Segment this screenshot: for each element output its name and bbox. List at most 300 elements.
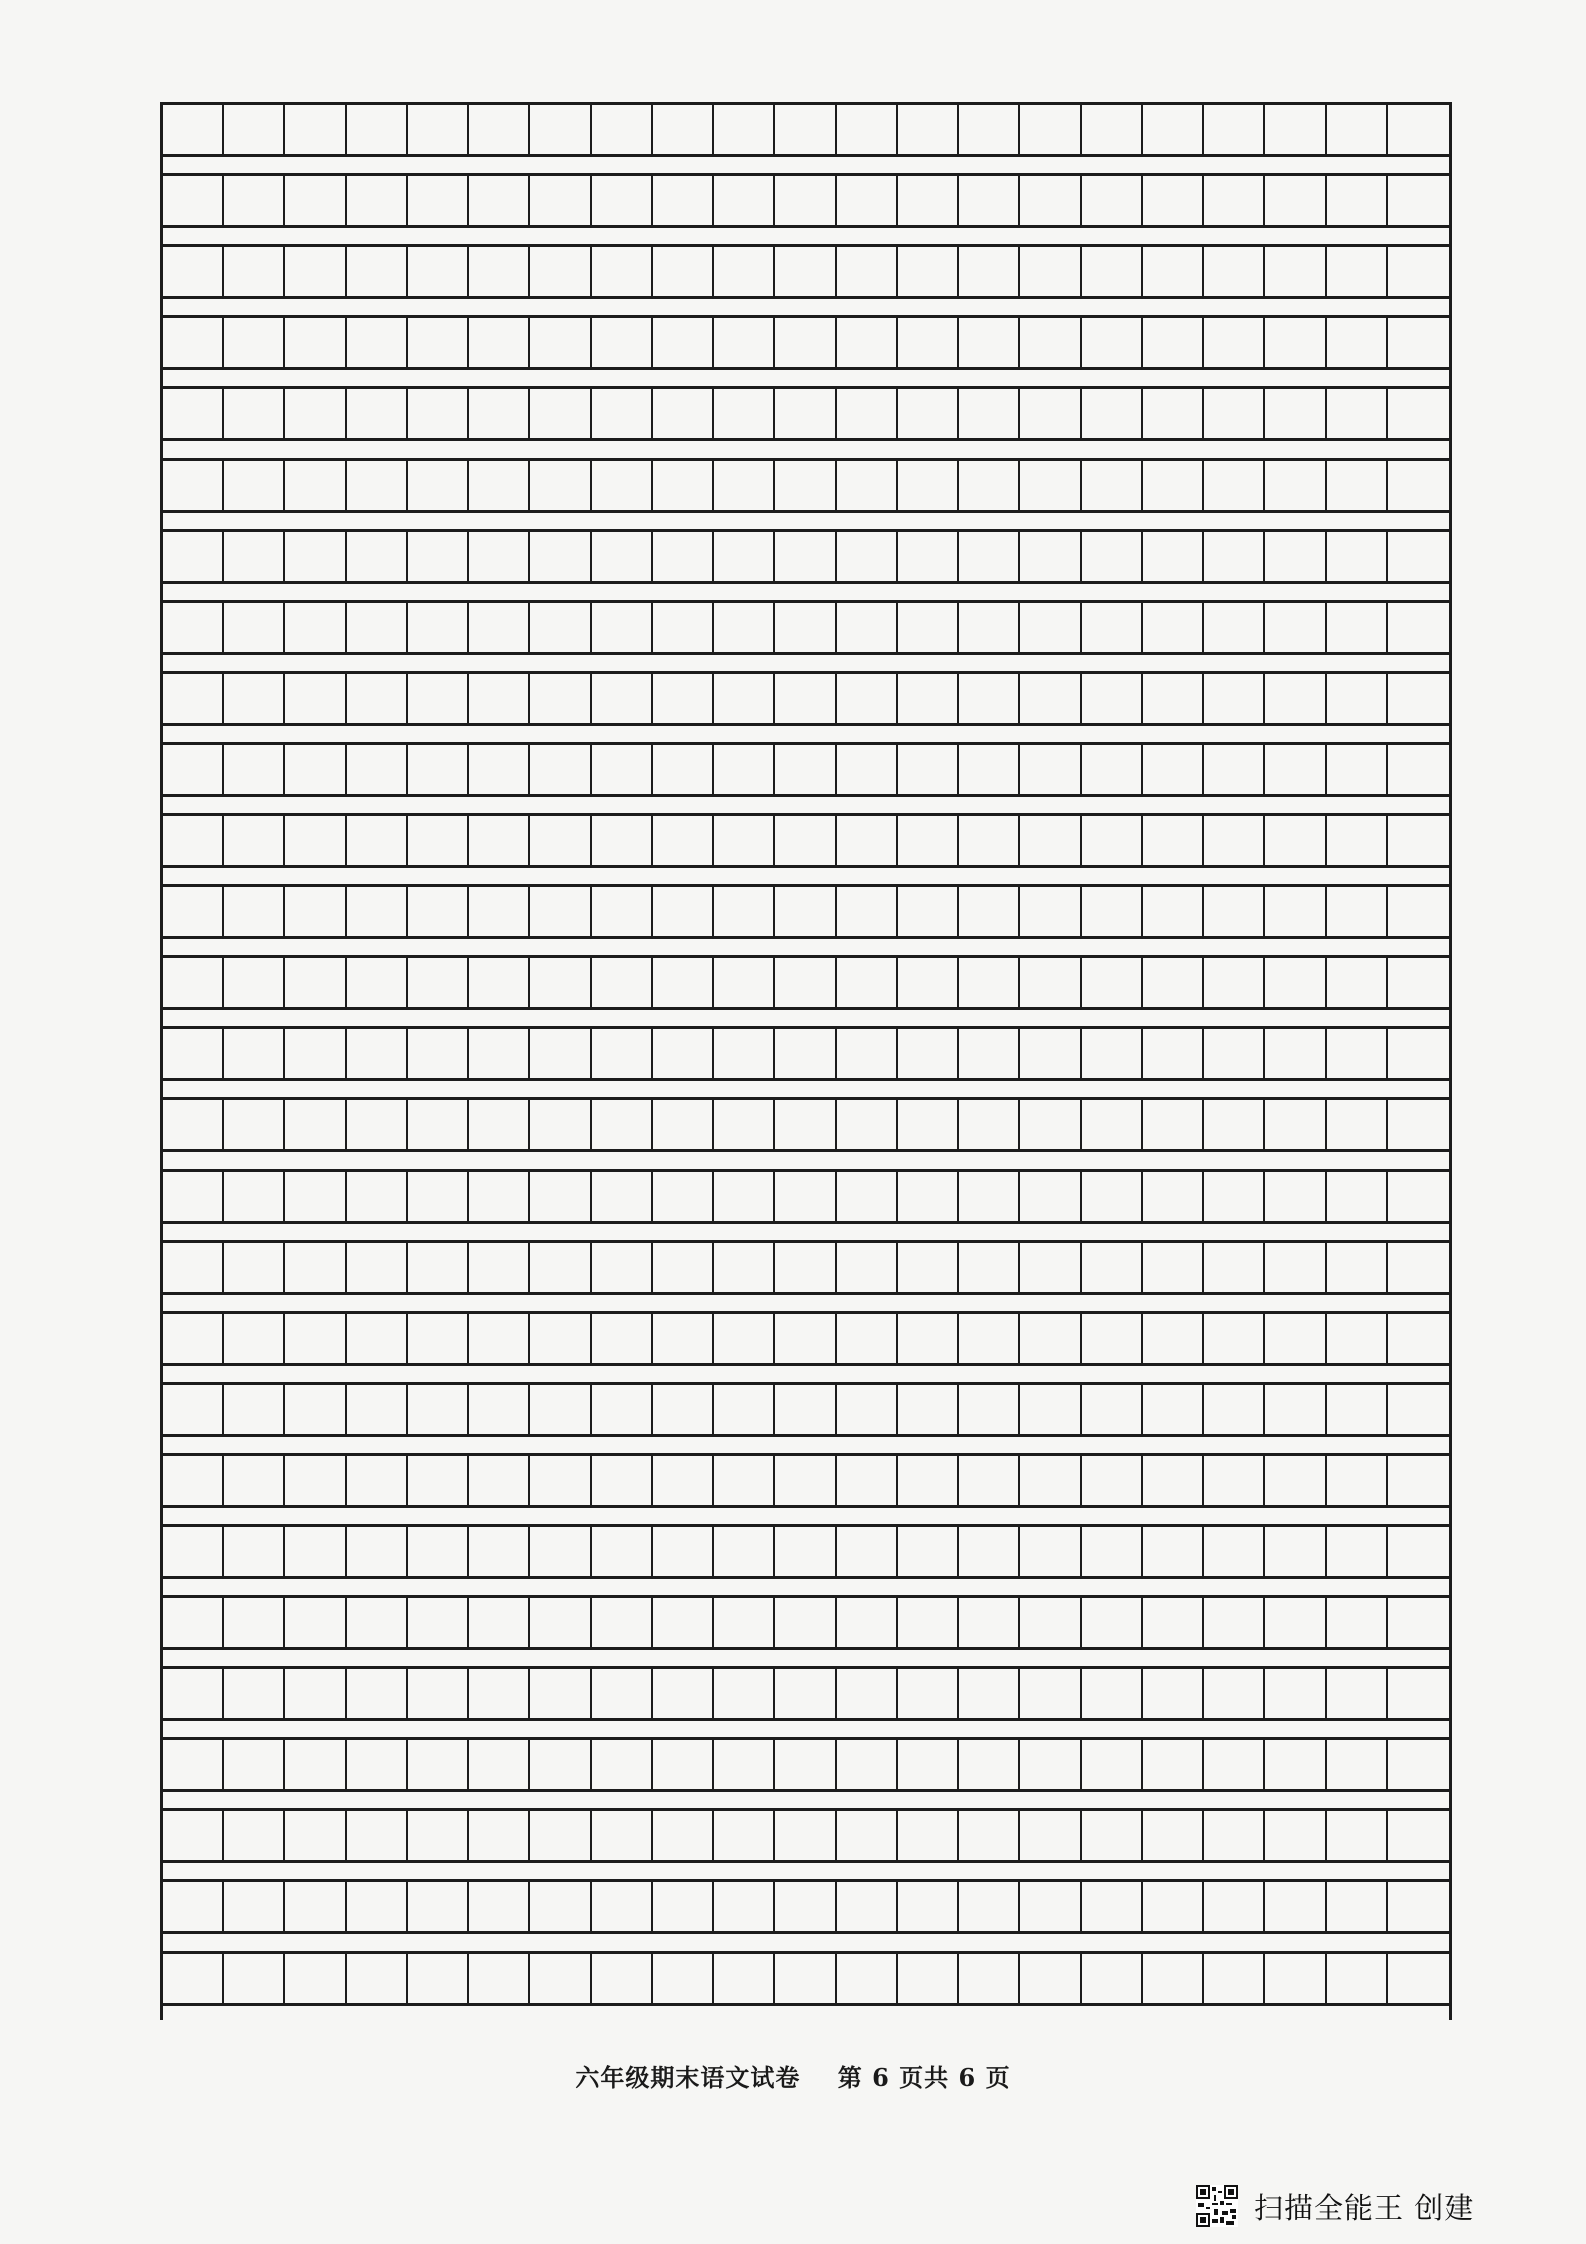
grid-cell	[1143, 1740, 1204, 1789]
grid-cell	[163, 1811, 224, 1860]
grid-cell	[469, 1385, 530, 1434]
grid-cell	[714, 1598, 775, 1647]
grid-cell	[1204, 887, 1265, 936]
grid-cell	[1082, 887, 1143, 936]
grid-cell	[224, 1243, 285, 1292]
grid-cell	[1143, 1598, 1204, 1647]
grid-cell	[347, 1456, 408, 1505]
grid-cell	[1327, 1029, 1388, 1078]
grid-cell	[1082, 1243, 1143, 1292]
grid-cell	[837, 461, 898, 510]
grid-cell	[347, 176, 408, 225]
grid-cell	[714, 745, 775, 794]
grid-cell	[1265, 1954, 1326, 2003]
qr-code-icon	[1196, 2185, 1238, 2227]
grid-cell	[1327, 389, 1388, 438]
grid-cell	[1327, 461, 1388, 510]
grid-cell	[408, 1954, 469, 2003]
grid-cell	[1020, 745, 1081, 794]
grid-cell	[714, 958, 775, 1007]
grid-cell	[837, 958, 898, 1007]
grid-cell	[530, 1385, 591, 1434]
grid-cell	[1265, 1243, 1326, 1292]
grid-cell	[1204, 1100, 1265, 1149]
grid-cell	[1204, 1029, 1265, 1078]
grid-cell	[163, 389, 224, 438]
grid-cell	[285, 461, 346, 510]
grid-cell	[837, 1811, 898, 1860]
grid-cell	[285, 1740, 346, 1789]
grid-cell	[285, 1243, 346, 1292]
grid-cell	[775, 1456, 836, 1505]
grid-cell	[1265, 1314, 1326, 1363]
grid-cell	[1327, 745, 1388, 794]
grid-cell	[469, 461, 530, 510]
grid-cell	[714, 1385, 775, 1434]
grid-cell	[1327, 1811, 1388, 1860]
grid-cell	[1265, 105, 1326, 154]
grid-cell	[592, 603, 653, 652]
grid-cell	[1020, 887, 1081, 936]
grid-cell	[285, 247, 346, 296]
grid-cell	[959, 745, 1020, 794]
grid-cell	[347, 1100, 408, 1149]
grid-cell	[1327, 1456, 1388, 1505]
grid-cell	[837, 389, 898, 438]
grid-cell	[285, 603, 346, 652]
grid-cell	[1082, 1100, 1143, 1149]
grid-cell	[1020, 389, 1081, 438]
grid-cell	[408, 532, 469, 581]
grid-cell	[224, 389, 285, 438]
grid-cell	[530, 1172, 591, 1221]
grid-cell	[285, 1029, 346, 1078]
grid-cell	[224, 1598, 285, 1647]
grid-cell	[653, 247, 714, 296]
grid-cell	[224, 1100, 285, 1149]
grid-cell	[898, 1243, 959, 1292]
grid-cell	[347, 1172, 408, 1221]
grid-cell	[530, 532, 591, 581]
grid-cell	[714, 247, 775, 296]
grid-cell	[775, 1314, 836, 1363]
grid-cell	[347, 389, 408, 438]
grid-cell	[1327, 1954, 1388, 2003]
grid-cell	[530, 1527, 591, 1576]
grid-cell	[1143, 674, 1204, 723]
grid-row	[163, 102, 1449, 157]
grid-cell	[408, 887, 469, 936]
grid-cell	[469, 1882, 530, 1931]
grid-cell	[347, 1243, 408, 1292]
grid-cell	[285, 1954, 346, 2003]
grid-cell	[224, 603, 285, 652]
grid-cell	[347, 816, 408, 865]
grid-cell	[1020, 1029, 1081, 1078]
grid-cell	[959, 958, 1020, 1007]
grid-cell	[1143, 816, 1204, 865]
grid-cell	[1143, 176, 1204, 225]
grid-cell	[592, 1740, 653, 1789]
grid-cell	[592, 816, 653, 865]
grid-cell	[898, 1100, 959, 1149]
grid-cell	[530, 1100, 591, 1149]
grid-cell	[1204, 1954, 1265, 2003]
grid-cell	[530, 247, 591, 296]
grid-cell	[224, 1954, 285, 2003]
grid-cell	[1327, 1669, 1388, 1718]
grid-cell	[408, 105, 469, 154]
grid-cell	[347, 603, 408, 652]
grid-cell	[163, 1029, 224, 1078]
scanner-app-label: 扫描全能王 创建	[1254, 2190, 1475, 2225]
grid-cell	[592, 318, 653, 367]
grid-cell	[959, 1811, 1020, 1860]
grid-cell	[1327, 247, 1388, 296]
grid-cell	[775, 1029, 836, 1078]
grid-cell	[653, 532, 714, 581]
grid-cell	[959, 461, 1020, 510]
grid-cell	[592, 1954, 653, 2003]
grid-cell	[592, 1811, 653, 1860]
grid-cell	[408, 389, 469, 438]
grid-cell	[408, 1598, 469, 1647]
grid-row	[163, 529, 1449, 584]
grid-cell	[285, 105, 346, 154]
grid-cell	[714, 674, 775, 723]
grid-cell	[1265, 1882, 1326, 1931]
grid-cell	[469, 1314, 530, 1363]
grid-cell	[898, 1172, 959, 1221]
grid-cell	[530, 176, 591, 225]
grid-cell	[347, 532, 408, 581]
grid-cell	[1327, 1243, 1388, 1292]
grid-cell	[1265, 389, 1326, 438]
grid-cell	[163, 1172, 224, 1221]
grid-cell	[592, 532, 653, 581]
grid-cell	[898, 247, 959, 296]
grid-cell	[898, 1314, 959, 1363]
grid-row	[163, 1666, 1449, 1721]
grid-cell	[1020, 1456, 1081, 1505]
grid-cell	[714, 1811, 775, 1860]
grid-cell	[1265, 674, 1326, 723]
grid-cell	[1020, 532, 1081, 581]
grid-cell	[163, 1456, 224, 1505]
grid-cell	[898, 1598, 959, 1647]
grid-cell	[1265, 1811, 1326, 1860]
grid-row	[163, 1524, 1449, 1579]
grid-cell	[469, 318, 530, 367]
grid-cell	[1143, 1243, 1204, 1292]
grid-cell	[224, 1740, 285, 1789]
grid-cell	[347, 1598, 408, 1647]
grid-cell	[775, 105, 836, 154]
grid-cell	[163, 816, 224, 865]
grid-cell	[1204, 1385, 1265, 1434]
grid-cell	[1020, 1385, 1081, 1434]
grid-cell	[469, 176, 530, 225]
grid-cell	[1327, 674, 1388, 723]
grid-cell	[1020, 1954, 1081, 2003]
grid-cell	[163, 1598, 224, 1647]
grid-cell	[1143, 105, 1204, 154]
grid-cell	[285, 1172, 346, 1221]
grid-cell	[1327, 532, 1388, 581]
grid-cell	[1265, 318, 1326, 367]
grid-cell	[959, 1314, 1020, 1363]
grid-cell	[224, 1029, 285, 1078]
grid-cell	[224, 105, 285, 154]
grid-cell	[1020, 105, 1081, 154]
grid-cell	[530, 674, 591, 723]
grid-cell	[224, 176, 285, 225]
grid-cell	[653, 958, 714, 1007]
grid-cell	[837, 1100, 898, 1149]
grid-row	[163, 1382, 1449, 1437]
grid-cell	[530, 1243, 591, 1292]
grid-cell	[1265, 958, 1326, 1007]
grid-cell	[898, 816, 959, 865]
grid-cell	[837, 105, 898, 154]
grid-cell	[347, 1669, 408, 1718]
grid-cell	[959, 176, 1020, 225]
page-footer	[0, 2058, 1586, 2093]
grid-cell	[408, 1882, 469, 1931]
grid-cell	[347, 887, 408, 936]
grid-cell	[1082, 1029, 1143, 1078]
grid-cell	[408, 1456, 469, 1505]
grid-cell	[1143, 318, 1204, 367]
grid-cell	[898, 105, 959, 154]
grid-cell	[775, 461, 836, 510]
grid-cell	[469, 1029, 530, 1078]
grid-cell	[837, 603, 898, 652]
grid-cell	[530, 887, 591, 936]
grid-cell	[775, 1598, 836, 1647]
grid-cell	[837, 1882, 898, 1931]
grid-cell	[469, 958, 530, 1007]
grid-cell	[163, 603, 224, 652]
grid-cell	[1204, 1172, 1265, 1221]
grid-cell	[1020, 1811, 1081, 1860]
grid-cell	[224, 887, 285, 936]
grid-cell	[837, 318, 898, 367]
grid-cell	[714, 1669, 775, 1718]
grid-cell	[408, 745, 469, 794]
grid-cell	[224, 1811, 285, 1860]
grid-cell	[714, 1243, 775, 1292]
grid-cell	[775, 1172, 836, 1221]
grid-cell	[1265, 603, 1326, 652]
grid-cell	[1020, 1100, 1081, 1149]
grid-cell	[408, 1385, 469, 1434]
grid-row	[163, 1595, 1449, 1650]
grid-cell	[592, 1669, 653, 1718]
grid-cell	[653, 1456, 714, 1505]
grid-row	[163, 884, 1449, 939]
grid-cell	[163, 1882, 224, 1931]
grid-cell	[837, 1314, 898, 1363]
grid-cell	[1082, 1740, 1143, 1789]
grid-row	[163, 244, 1449, 299]
grid-cell	[653, 1954, 714, 2003]
grid-cell	[530, 105, 591, 154]
grid-cell	[653, 389, 714, 438]
grid-cell	[469, 532, 530, 581]
grid-cell	[653, 105, 714, 154]
grid-cell	[530, 389, 591, 438]
grid-cell	[775, 1243, 836, 1292]
grid-cell	[714, 1029, 775, 1078]
grid-cell	[1204, 318, 1265, 367]
grid-cell	[1327, 1527, 1388, 1576]
grid-cell	[1265, 745, 1326, 794]
grid-cell	[653, 1882, 714, 1931]
grid-cell	[285, 1385, 346, 1434]
grid-cell	[469, 745, 530, 794]
grid-cell	[898, 1029, 959, 1078]
grid-row	[163, 600, 1449, 655]
grid-cell	[653, 1385, 714, 1434]
grid-cell	[1143, 461, 1204, 510]
grid-cell	[1265, 1598, 1326, 1647]
grid-cell	[837, 1954, 898, 2003]
grid-cell	[837, 1740, 898, 1789]
grid-cell	[469, 1456, 530, 1505]
grid-row	[163, 1808, 1449, 1863]
grid-cell	[469, 105, 530, 154]
grid-cell	[408, 176, 469, 225]
grid-cell	[959, 247, 1020, 296]
grid-cell	[592, 1527, 653, 1576]
grid-cell	[1204, 1669, 1265, 1718]
grid-row	[163, 1311, 1449, 1366]
grid-cell	[592, 1172, 653, 1221]
grid-cell	[592, 1243, 653, 1292]
grid-cell	[1082, 1954, 1143, 2003]
grid-cell	[285, 1811, 346, 1860]
grid-cell	[653, 1740, 714, 1789]
grid-cell	[898, 1669, 959, 1718]
grid-cell	[408, 1243, 469, 1292]
grid-row	[163, 1737, 1449, 1792]
grid-cell	[898, 887, 959, 936]
grid-cell	[959, 1598, 1020, 1647]
grid-cell	[1327, 1598, 1388, 1647]
grid-cell	[653, 1811, 714, 1860]
grid-cell	[163, 247, 224, 296]
grid-cell	[408, 1172, 469, 1221]
grid-cell	[1143, 1456, 1204, 1505]
grid-cell	[1204, 1598, 1265, 1647]
grid-cell	[1020, 1598, 1081, 1647]
grid-cell	[285, 1100, 346, 1149]
grid-cell	[1082, 816, 1143, 865]
grid-cell	[408, 1669, 469, 1718]
grid-cell	[1327, 1314, 1388, 1363]
grid-cell	[408, 958, 469, 1007]
grid-cell	[592, 176, 653, 225]
grid-cell	[592, 1100, 653, 1149]
grid-cell	[714, 1456, 775, 1505]
grid-cell	[592, 745, 653, 794]
grid-cell	[163, 1954, 224, 2003]
grid-cell	[653, 887, 714, 936]
grid-cell	[163, 1527, 224, 1576]
grid-cell	[714, 461, 775, 510]
grid-cell	[653, 1669, 714, 1718]
grid-cell	[530, 1954, 591, 2003]
grid-cell	[530, 461, 591, 510]
grid-cell	[1020, 318, 1081, 367]
grid-cell	[530, 1456, 591, 1505]
grid-cell	[959, 674, 1020, 723]
grid-cell	[775, 887, 836, 936]
grid-cell	[469, 816, 530, 865]
grid-cell	[1204, 176, 1265, 225]
grid-cell	[469, 1669, 530, 1718]
grid-cell	[408, 1314, 469, 1363]
grid-cell	[653, 1314, 714, 1363]
grid-cell	[163, 674, 224, 723]
grid-cell	[224, 1172, 285, 1221]
grid-cell	[1204, 603, 1265, 652]
exam-title: 六年级期末语文试卷	[575, 2063, 801, 2092]
grid-cell	[530, 1740, 591, 1789]
grid-cell	[653, 816, 714, 865]
grid-cell	[592, 105, 653, 154]
grid-cell	[1020, 1172, 1081, 1221]
grid-cell	[959, 1243, 1020, 1292]
grid-cell	[1082, 674, 1143, 723]
grid-cell	[163, 1740, 224, 1789]
grid-cell	[1020, 1669, 1081, 1718]
grid-cell	[714, 532, 775, 581]
grid-cell	[1082, 461, 1143, 510]
grid-cell	[1265, 532, 1326, 581]
grid-cell	[1143, 389, 1204, 438]
grid-cell	[1204, 247, 1265, 296]
grid-cell	[224, 532, 285, 581]
grid-cell	[163, 958, 224, 1007]
grid-cell	[163, 1243, 224, 1292]
grid-cell	[837, 745, 898, 794]
grid-cell	[224, 816, 285, 865]
grid-cell	[714, 105, 775, 154]
grid-cell	[163, 887, 224, 936]
grid-cell	[285, 1882, 346, 1931]
grid-cell	[347, 1385, 408, 1434]
grid-cell	[347, 318, 408, 367]
grid-cell	[653, 176, 714, 225]
grid-cell	[653, 1527, 714, 1576]
grid-cell	[959, 1100, 1020, 1149]
grid-cell	[1265, 887, 1326, 936]
grid-cell	[530, 958, 591, 1007]
grid-cell	[653, 603, 714, 652]
grid-cell	[530, 318, 591, 367]
grid-cell	[592, 674, 653, 723]
grid-cell	[469, 1598, 530, 1647]
grid-cell	[1020, 674, 1081, 723]
grid-cell	[775, 816, 836, 865]
grid-cell	[1020, 1527, 1081, 1576]
grid-cell	[224, 1385, 285, 1434]
grid-cell	[959, 603, 1020, 652]
grid-cell	[285, 1527, 346, 1576]
grid-cell	[530, 1882, 591, 1931]
